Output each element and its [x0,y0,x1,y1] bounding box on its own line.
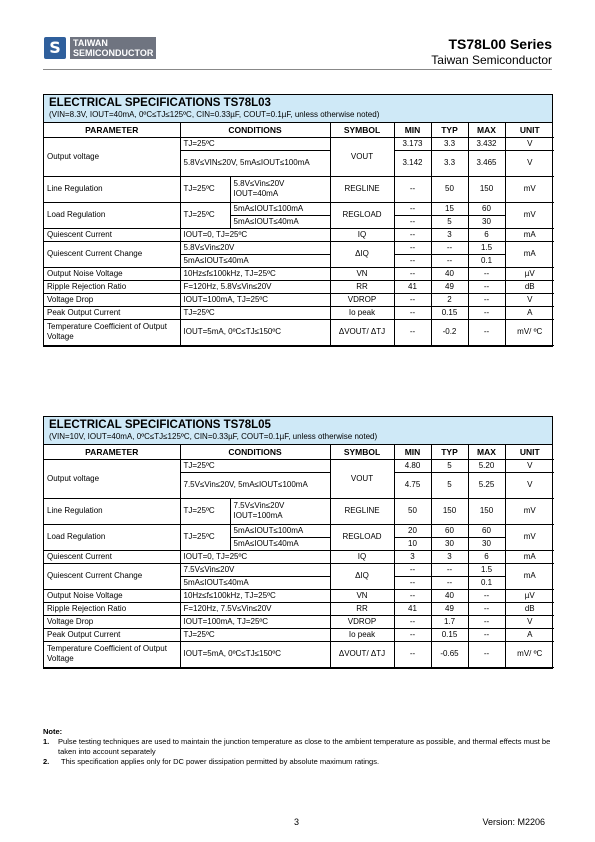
param-cell: Voltage Drop [44,615,180,628]
min-cell: -- [394,589,431,602]
logo-line-1: TAIWAN [73,38,108,48]
symbol-cell: ΔVOUT/ ΔTJ [330,641,394,667]
min-cell: 41 [394,280,431,293]
condition-cell: 5mA≤IOUT≤40mA [230,537,330,550]
param-cell: Temperature Coefficient of Output Voltage [44,319,180,345]
col-max: MAX [468,123,505,137]
condition-cell: IOUT=5mA, 0ºC≤TJ≤150ºC [180,319,330,345]
table-row [44,563,554,576]
symbol-cell: ΔIQ [330,241,394,267]
max-cell: -- [468,589,505,602]
table-row [44,176,554,202]
table-row [44,267,554,280]
typ-cell: 40 [431,589,468,602]
condition-cell: 5.8V≤Vin≤20V IOUT=40mA [230,176,330,202]
max-cell: 3.432 [468,137,505,150]
col-min: MIN [394,123,431,137]
typ-cell: 1.7 [431,615,468,628]
condition-cell: F=120Hz, 5.8V≤Vin≤20V [180,280,330,293]
table-row [44,615,554,628]
unit-cell: mA [505,228,554,241]
symbol-cell: VN [330,267,394,280]
unit-cell: mV [505,498,554,524]
unit-cell: V [505,472,554,498]
typ-cell: -- [431,241,468,254]
condition-cell: TJ=25ºC [180,459,330,472]
unit-cell: V [505,137,554,150]
typ-cell: 49 [431,280,468,293]
unit-cell: µV [505,589,554,602]
condition-cell: 5mA≤IOUT≤100mA [230,202,330,215]
typ-cell: 3 [431,550,468,563]
symbol-cell: IQ [330,228,394,241]
param-cell: Output Noise Voltage [44,267,180,280]
symbol-cell: VOUT [330,459,394,498]
param-cell: Line Regulation [44,176,180,202]
table-row [44,293,554,306]
condition-cell: IOUT=100mA, TJ=25ºC [180,615,330,628]
col-parameter: PARAMETER [44,445,180,459]
table-header-row [44,445,554,459]
table-header-row [44,123,554,137]
unit-cell: mV/ ºC [505,641,554,667]
note-text: Pulse testing techniques are used to maintain the junction temperature as close to the ambient temperature as possible, and thermal effects must be taken into account separately [58,737,551,756]
typ-cell: -0.2 [431,319,468,345]
param-cell: Quiescent Current Change [44,563,180,589]
max-cell: 30 [468,537,505,550]
typ-cell: 5 [431,472,468,498]
min-cell: -- [394,306,431,319]
table-row [44,641,554,667]
max-cell: -- [468,267,505,280]
max-cell: 0.1 [468,576,505,589]
unit-cell: dB [505,602,554,615]
max-cell: -- [468,602,505,615]
company-logo [44,37,156,59]
condition-cell: 7.5V≤Vin≤20V [180,563,330,576]
table-row [44,498,554,524]
spec-header [44,417,552,445]
condition-cell: 5mA≤IOUT≤100mA [230,524,330,537]
typ-cell: 0.15 [431,628,468,641]
condition-cell: TJ=25ºC [180,202,230,228]
table-row [44,137,554,150]
typ-cell: 30 [431,537,468,550]
min-cell: -- [394,576,431,589]
col-symbol: SYMBOL [330,123,394,137]
param-cell: Quiescent Current Change [44,241,180,267]
spec-table [44,123,554,346]
condition-cell: 7.5V≤Vin≤20V IOUT=100mA [230,498,330,524]
min-cell: -- [394,319,431,345]
typ-cell: 3.3 [431,137,468,150]
series-title: TS78L00 Series [448,36,552,52]
typ-cell: -- [431,563,468,576]
table-row [44,228,554,241]
condition-cell: TJ=25ºC [180,498,230,524]
param-cell: Ripple Rejection Ratio [44,602,180,615]
unit-cell: µV [505,267,554,280]
symbol-cell: REGLINE [330,176,394,202]
company-name: Taiwan Semiconductor [431,53,552,67]
unit-cell: A [505,306,554,319]
max-cell: -- [468,306,505,319]
max-cell: 60 [468,524,505,537]
col-parameter: PARAMETER [44,123,180,137]
spec-table-ts78l03 [43,94,553,347]
note-text: This specification applies only for DC power dissipation permitted by absolute maximum ratings. [61,757,380,766]
typ-cell: -- [431,254,468,267]
max-cell: 6 [468,550,505,563]
spec-title: ELECTRICAL SPECIFICATIONS TS78L05 [49,419,271,431]
col-conditions: CONDITIONS [180,445,330,459]
condition-cell: 10Hz≤f≤100kHz, TJ=25ºC [180,267,330,280]
param-cell: Quiescent Current [44,550,180,563]
condition-cell: 5.8V≤Vin≤20V [180,241,330,254]
max-cell: 150 [468,498,505,524]
table-row [44,602,554,615]
param-cell: Output voltage [44,459,180,498]
table-row [44,628,554,641]
col-symbol: SYMBOL [330,445,394,459]
param-cell: Peak Output Current [44,628,180,641]
min-cell: -- [394,202,431,215]
col-typ: TYP [431,123,468,137]
condition-cell: TJ=25ºC [180,524,230,550]
condition-cell: 5mA≤IOUT≤40mA [180,576,330,589]
logo-line-2: SEMICONDUCTOR [73,48,154,58]
param-cell: Voltage Drop [44,293,180,306]
min-cell: 41 [394,602,431,615]
table-row [44,589,554,602]
min-cell: -- [394,628,431,641]
param-cell: Output voltage [44,137,180,176]
condition-cell: 5mA≤IOUT≤40mA [230,215,330,228]
param-cell: Quiescent Current [44,228,180,241]
min-cell: -- [394,228,431,241]
unit-cell: V [505,615,554,628]
condition-cell: TJ=25ºC [180,176,230,202]
min-cell: -- [394,267,431,280]
unit-cell: mV [505,202,554,228]
max-cell: 5.20 [468,459,505,472]
table-row [44,306,554,319]
max-cell: 150 [468,176,505,202]
param-cell: Load Regulation [44,202,180,228]
col-conditions: CONDITIONS [180,123,330,137]
condition-cell: IOUT=0, TJ=25ºC [180,228,330,241]
col-unit: UNIT [505,445,554,459]
table-row [44,524,554,537]
unit-cell: mV [505,524,554,550]
typ-cell: 150 [431,498,468,524]
min-cell: 3.142 [394,150,431,176]
param-cell: Load Regulation [44,524,180,550]
unit-cell: V [505,150,554,176]
symbol-cell: REGLOAD [330,524,394,550]
condition-cell: 5mA≤IOUT≤40mA [180,254,330,267]
unit-cell: A [505,628,554,641]
typ-cell: 5 [431,215,468,228]
note-number: 2. [43,757,50,766]
table-row [44,280,554,293]
typ-cell: 50 [431,176,468,202]
spec-table [44,445,554,668]
symbol-cell: RR [330,280,394,293]
typ-cell: 2 [431,293,468,306]
min-cell: -- [394,176,431,202]
condition-cell: IOUT=0, TJ=25ºC [180,550,330,563]
unit-cell: mA [505,563,554,589]
table-row [44,550,554,563]
notes-label: Note: [43,727,63,736]
symbol-cell: RR [330,602,394,615]
condition-cell: 10Hz≤f≤100kHz, TJ=25ºC [180,589,330,602]
header-divider [43,69,552,70]
min-cell: -- [394,254,431,267]
max-cell: -- [468,280,505,293]
max-cell: -- [468,319,505,345]
min-cell: 3.173 [394,137,431,150]
symbol-cell: VOUT [330,137,394,176]
typ-cell: -0.65 [431,641,468,667]
typ-cell: 0.15 [431,306,468,319]
symbol-cell: Io peak [330,628,394,641]
unit-cell: mA [505,550,554,563]
table-row [44,319,554,345]
condition-cell: TJ=25ºC [180,628,330,641]
max-cell: 1.5 [468,241,505,254]
table-row [44,459,554,472]
version-label: Version: M2206 [482,817,545,827]
symbol-cell: REGLINE [330,498,394,524]
param-cell: Peak Output Current [44,306,180,319]
spec-title: ELECTRICAL SPECIFICATIONS TS78L03 [49,97,271,109]
spec-conditions: (VIN=8.3V, IOUT=40mA, 0ºC≤TJ≤125ºC, CIN=0.33µF, COUT=0.1µF, unless otherwise noted) [49,110,380,119]
condition-cell: TJ=25ºC [180,306,330,319]
max-cell: 3.465 [468,150,505,176]
typ-cell: 5 [431,459,468,472]
condition-cell: F=120Hz, 7.5V≤Vin≤20V [180,602,330,615]
min-cell: 20 [394,524,431,537]
param-cell: Line Regulation [44,498,180,524]
min-cell: -- [394,293,431,306]
max-cell: 6 [468,228,505,241]
max-cell: -- [468,615,505,628]
note-item [43,757,553,767]
spec-header [44,95,552,123]
col-max: MAX [468,445,505,459]
condition-cell: IOUT=5mA, 0ºC≤TJ≤150ºC [180,641,330,667]
unit-cell: V [505,293,554,306]
col-unit: UNIT [505,123,554,137]
param-cell: Temperature Coefficient of Output Voltage [44,641,180,667]
table-row [44,241,554,254]
symbol-cell: ΔVOUT/ ΔTJ [330,319,394,345]
min-cell: -- [394,241,431,254]
typ-cell: 60 [431,524,468,537]
symbol-cell: VN [330,589,394,602]
typ-cell: 3 [431,228,468,241]
param-cell: Output Noise Voltage [44,589,180,602]
spec-conditions: (VIN=10V, IOUT=40mA, 0ºC≤TJ≤125ºC, CIN=0.33µF, COUT=0.1µF, unless otherwise noted) [49,432,378,441]
min-cell: -- [394,641,431,667]
unit-cell: mA [505,241,554,267]
param-cell: Ripple Rejection Ratio [44,280,180,293]
min-cell: 50 [394,498,431,524]
col-typ: TYP [431,445,468,459]
symbol-cell: IQ [330,550,394,563]
spec-table-ts78l05 [43,416,553,669]
max-cell: 1.5 [468,563,505,576]
typ-cell: 49 [431,602,468,615]
typ-cell: 40 [431,267,468,280]
min-cell: -- [394,215,431,228]
symbol-cell: VDROP [330,615,394,628]
condition-cell: 5.8V≤VIN≤20V, 5mA≤IOUT≤100mA [180,150,330,176]
min-cell: -- [394,615,431,628]
symbol-cell: ΔIQ [330,563,394,589]
typ-cell: -- [431,576,468,589]
max-cell: 60 [468,202,505,215]
logo-text [70,37,156,59]
max-cell: -- [468,641,505,667]
min-cell: 4.75 [394,472,431,498]
min-cell: 4.80 [394,459,431,472]
max-cell: 0.1 [468,254,505,267]
symbol-cell: REGLOAD [330,202,394,228]
typ-cell: 15 [431,202,468,215]
max-cell: -- [468,628,505,641]
min-cell: 3 [394,550,431,563]
note-item [43,737,553,757]
table-row [44,202,554,215]
min-cell: -- [394,563,431,576]
condition-cell: 7.5V≤Vin≤20V, 5mA≤IOUT≤100mA [180,472,330,498]
page-number: 3 [294,817,300,827]
ts-logo-icon: S [44,37,66,59]
min-cell: 10 [394,537,431,550]
col-min: MIN [394,445,431,459]
symbol-cell: Io peak [330,306,394,319]
max-cell: -- [468,293,505,306]
condition-cell: IOUT=100mA, TJ=25ºC [180,293,330,306]
typ-cell: 3.3 [431,150,468,176]
condition-cell: TJ=25ºC [180,137,330,150]
notes-section [43,727,553,767]
unit-cell: mV/ ºC [505,319,554,345]
unit-cell: mV [505,176,554,202]
unit-cell: dB [505,280,554,293]
max-cell: 5.25 [468,472,505,498]
note-number: 1. [43,737,50,746]
max-cell: 30 [468,215,505,228]
unit-cell: V [505,459,554,472]
symbol-cell: VDROP [330,293,394,306]
